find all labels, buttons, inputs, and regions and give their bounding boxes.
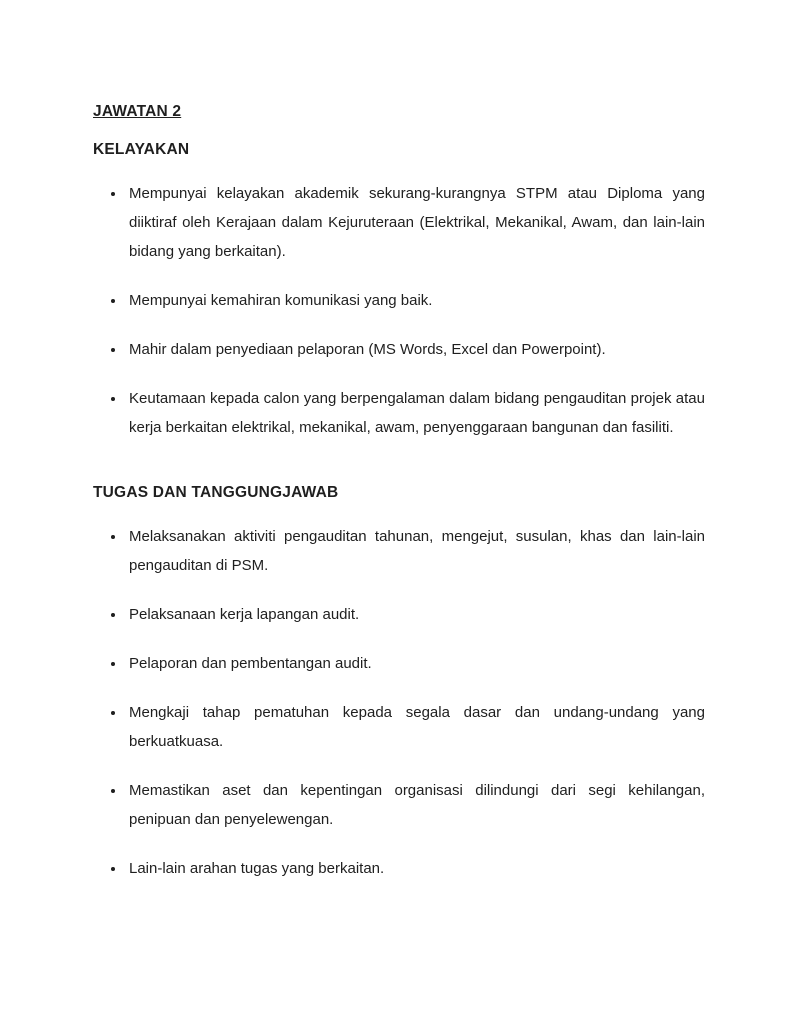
list-item: • Mempunyai kemahiran komunikasi yang baik. <box>126 286 705 315</box>
list-item: • Melaksanakan aktiviti pengauditan tahunan, mengejut, susulan, khas dan lain-lain pengauditan di PSM. <box>126 522 705 580</box>
list-item: • Memastikan aset dan kepentingan organisasi dilindungi dari segi kehilangan, penipuan dan penyelewengan. <box>126 776 705 834</box>
list-item: • Mempunyai kelayakan akademik sekurang-kurangnya STPM atau Diploma yang diiktiraf oleh Kerajaan dalam Kejuruteraan (Elektrikal, Mekanikal, Awam, dan lain-lain bidang yang berkaitan). <box>126 179 705 266</box>
kelayakan-bullet-list <box>93 179 705 442</box>
section-kelayakan <box>93 141 705 442</box>
list-item: • Mengkaji tahap pematuhan kepada segala dasar dan undang-undang yang berkuatkuasa. <box>126 698 705 756</box>
section-tugas <box>93 484 705 883</box>
section-heading-kelayakan: KELAYAKAN <box>93 141 190 158</box>
list-item: • Pelaporan dan pembentangan audit. <box>126 649 705 678</box>
section-heading-tugas: TUGAS DAN TANGGUNGJAWAB <box>93 484 339 501</box>
page-title: JAWATAN 2 <box>93 103 182 120</box>
list-item: • Keutamaan kepada calon yang berpengalaman dalam bidang pengauditan projek atau kerja berkaitan elektrikal, mekanikal, awam, penyenggaraan bangunan dan fasiliti. <box>126 384 705 442</box>
list-item: • Mahir dalam penyediaan pelaporan (MS Words, Excel dan Powerpoint). <box>126 335 705 364</box>
tugas-bullet-list <box>93 522 705 883</box>
list-item: • Lain-lain arahan tugas yang berkaitan. <box>126 854 705 883</box>
list-item: • Pelaksanaan kerja lapangan audit. <box>126 600 705 629</box>
